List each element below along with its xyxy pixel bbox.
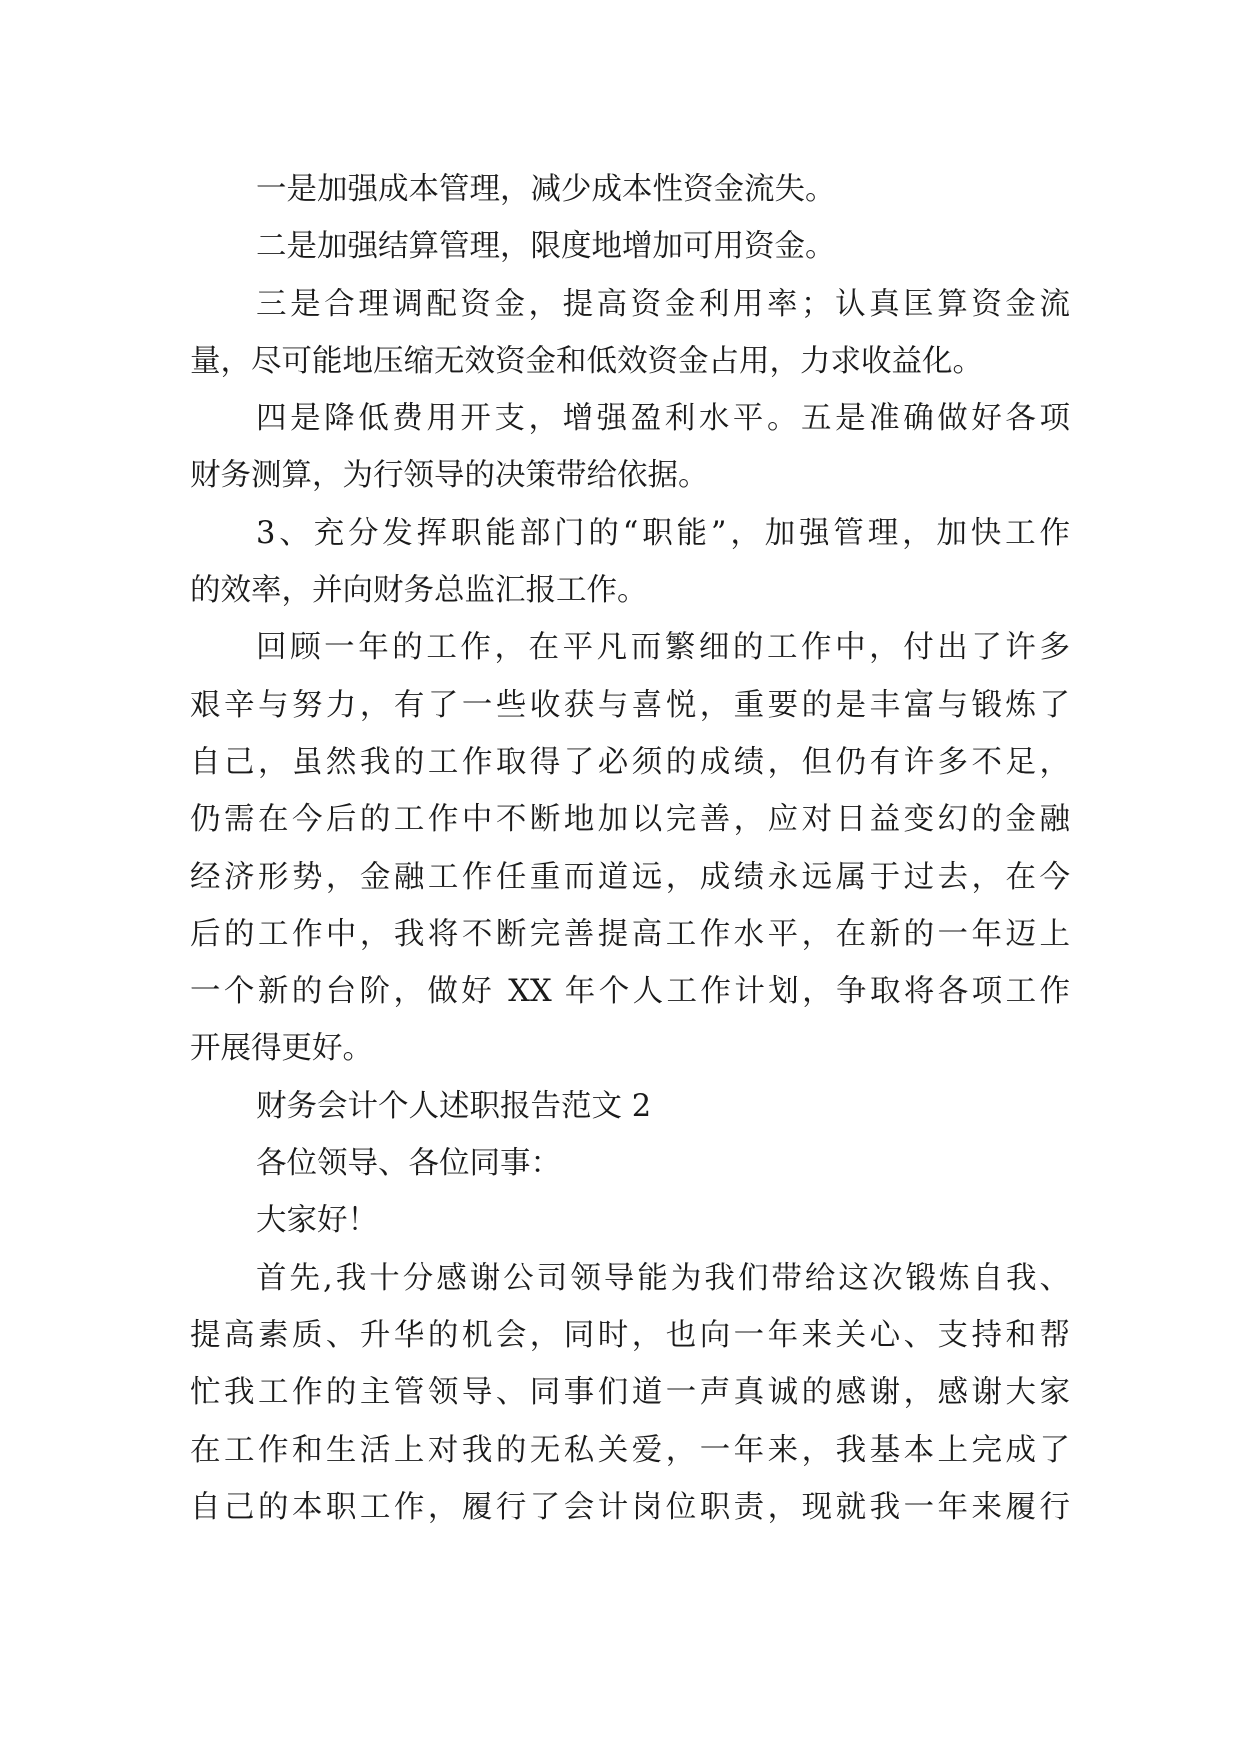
text-line: 财务会计个人述职报告范文 2 [256,1088,652,1124]
text-line: 仍需在今后的工作中不断地加以完善，应对日益变幻的金融 [190,802,1070,838]
text-line: 首先,我十分感谢公司领导能为我们带给这次锻炼自我、 [256,1260,1070,1296]
text-line: 3、充分发挥职能部门的“职能”，加强管理，加快工作 [256,515,1070,551]
text-line: 经济形势，金融工作任重而道远，成绩永远属于过去，在今 [190,859,1070,895]
text-line: 四是降低费用开支，增强盈利水平。五是准确做好各项 [256,401,1070,437]
document-body [190,161,1070,1536]
text-line: 艰辛与努力，有了一些收获与喜悦，重要的是丰富与锻炼了 [190,687,1070,723]
text-line: 量，尽可能地压缩无效资金和低效资金占用，力求收益化。 [190,343,983,379]
text-line: 三是合理调配资金，提高资金利用率；认真匡算资金流 [256,286,1070,322]
text-line: 的效率，并向财务总监汇报工作。 [190,573,648,609]
text-line: 在工作和生活上对我的无私关爱，一年来，我基本上完成了 [190,1432,1070,1468]
text-line: 自己的本职工作，履行了会计岗位职责，现就我一年来履行 [190,1489,1070,1525]
text-line: 财务测算，为行领导的决策带给依据。 [190,458,709,494]
text-line: 各位领导、各位同事： [256,1146,561,1182]
text-line: 后的工作中，我将不断完善提高工作水平，在新的一年迈上 [190,916,1070,952]
text-line: 开展得更好。 [190,1031,373,1067]
text-line: 二是加强结算管理，限度地增加可用资金。 [256,229,836,265]
text-line: 回顾一年的工作，在平凡而繁细的工作中，付出了许多 [256,630,1070,666]
text-line: 自己，虽然我的工作取得了必须的成绩，但仍有许多不足， [190,744,1070,780]
text-line: 忙我工作的主管领导、同事们道一声真诚的感谢，感谢大家 [190,1375,1070,1411]
text-line: 一个新的台阶，做好 XX 年个人工作计划，争取将各项工作 [190,974,1070,1010]
text-line: 提高素质、升华的机会，同时，也向一年来关心、支持和帮 [190,1317,1070,1353]
text-line: 一是加强成本管理，减少成本性资金流失。 [256,172,836,207]
text-line: 大家好！ [256,1203,378,1239]
